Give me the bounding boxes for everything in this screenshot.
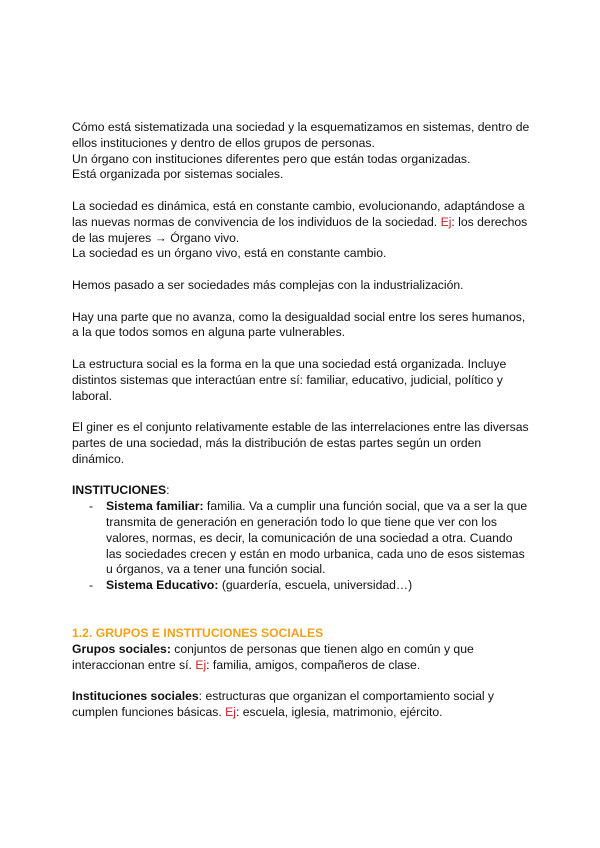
dash-bullet: - xyxy=(89,499,94,514)
text-line xyxy=(72,689,542,705)
text-line: de las mujeres → Órgano vivo. xyxy=(72,230,240,245)
list-item-sistema-educativo xyxy=(72,578,542,594)
term-label: Instituciones sociales xyxy=(72,689,199,704)
list-item-sistema-familiar xyxy=(72,499,542,578)
text-line: Cómo está sistematizada una sociedad y la esquematizamos en sistemas, dentro de xyxy=(72,120,530,134)
text-fragment: cumplen funciones básicas. xyxy=(72,704,226,719)
text-line xyxy=(72,705,542,721)
text-line: Hemos pasado a ser sociedades más complejas con la industrialización. xyxy=(72,277,464,292)
text-line: transmita de generación en generación todo lo que tiene que ver con los xyxy=(106,514,497,529)
instituciones-block xyxy=(72,483,542,594)
text-fragment: : estructuras que organizan el comportamiento social y xyxy=(198,689,495,704)
paragraph-instituciones-sociales xyxy=(72,689,542,721)
text-line xyxy=(106,499,542,515)
text-line: las sociedades crecen y están en modo urbanica, cada uno de esos sistemas xyxy=(106,546,525,561)
text-fragment: conjuntos de personas que tienen algo en común y que xyxy=(170,641,474,656)
text-fragment: : escuela, iglesia, matrimonio, ejército. xyxy=(235,704,443,719)
text-line xyxy=(72,658,542,674)
text-line: u órganos, va a tener una función social. xyxy=(106,562,326,577)
text-line: laboral. xyxy=(72,388,112,403)
text-line: a la que todos somos en alguna parte vulnerables. xyxy=(72,325,346,340)
ej-label: Ej xyxy=(195,657,207,672)
text-line: Un órgano con instituciones diferentes pero que están todas organizadas. xyxy=(72,151,471,166)
text-fragment: interaccionan entre sí. xyxy=(72,657,196,672)
paragraph-estructura-social xyxy=(72,357,542,404)
text-line: ellos instituciones y dentro de ellos grupos de personas. xyxy=(72,135,375,150)
text-line xyxy=(106,578,542,594)
text-line: El giner es el conjunto relativamente estable de las interrelaciones entre las diversas xyxy=(72,420,529,435)
text-line xyxy=(72,642,542,658)
text-line xyxy=(72,215,542,231)
text-line: distintos sistemas que interactúan entre sí: familiar, educativo, judicial, político y xyxy=(72,372,503,387)
paragraph-sistematizada xyxy=(72,120,542,183)
text-line: La estructura social es la forma en la que una sociedad está organizada. Incluye xyxy=(72,356,507,371)
instituciones-list xyxy=(72,499,542,594)
paragraph-dinamica xyxy=(72,199,542,262)
ej-label: Ej xyxy=(440,214,452,229)
item-label: Sistema familiar: xyxy=(106,499,204,514)
ej-label: Ej xyxy=(225,704,236,719)
paragraph-grupos-sociales xyxy=(72,642,542,674)
text-line: valores, normas, es decir, la comunicación de una sociedad a otra. Cuando xyxy=(106,530,513,545)
section-heading: 1.2. GRUPOS E INSTITUCIONES SOCIALES xyxy=(72,625,324,640)
text-fragment: las nuevas normas de convivencia de los individuos de la sociedad. xyxy=(72,214,441,229)
text-line: dinámico. xyxy=(72,451,125,466)
text-line: Hay una parte que no avanza, como la desigualdad social entre los seres humanos, xyxy=(72,309,526,324)
item-label: Sistema Educativo: xyxy=(106,578,219,593)
paragraph-desigualdad xyxy=(72,310,542,342)
instituciones-title xyxy=(72,483,542,499)
paragraph-industrializacion xyxy=(72,278,542,294)
text-line: partes de una sociedad, más la distribución de estas partes según un orden xyxy=(72,435,482,450)
text-fragment: : los derechos xyxy=(451,214,528,229)
text-line: La sociedad es un órgano vivo, está en constante cambio. xyxy=(72,246,387,261)
dash-bullet: - xyxy=(89,578,94,593)
term-label: Grupos sociales: xyxy=(72,641,171,656)
text-fragment: (guardería, escuela, universidad…) xyxy=(218,578,413,593)
text-fragment: familia. Va a cumplir una función social, que va a ser la que xyxy=(203,499,528,514)
text-line: Está organizada por sistemas sociales. xyxy=(72,167,284,182)
text-fragment: : familia, amigos, compañeros de clase. xyxy=(206,657,421,672)
text-line: La sociedad es dinámica, está en constante cambio, evolucionando, adaptándose a xyxy=(72,198,525,213)
instituciones-title-text: INSTITUCIONES xyxy=(72,483,167,498)
text-fragment: : xyxy=(166,483,170,498)
paragraph-giner xyxy=(72,420,542,467)
document-page xyxy=(72,120,542,736)
